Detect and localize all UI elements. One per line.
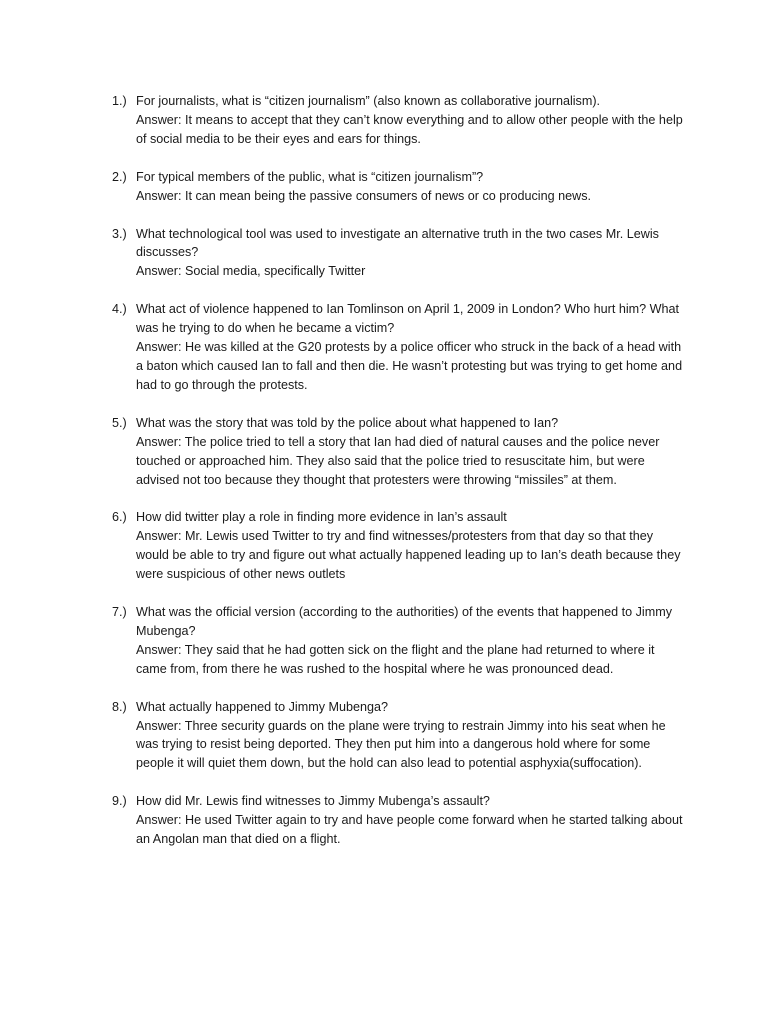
answer-text: Answer: The police tried to tell a story that Ian had died of natural causes and the police never touched or approached him. They also said that the police tried to resuscitate him, but were advised not too because they thought that protesters were throwing “missiles” at them. <box>136 434 660 487</box>
answer-text: Answer: It can mean being the passive consumers of news or co producing news. <box>136 188 592 203</box>
qa-item-4 <box>112 300 684 395</box>
question-number: 9.) <box>112 794 127 809</box>
qa-list <box>112 92 684 868</box>
question-text: What actually happened to Jimmy Mubenga? <box>136 699 389 714</box>
qa-item-2 <box>112 168 684 206</box>
answer-text: Answer: Three security guards on the plane were trying to restrain Jimmy into his seat when he was trying to resist being deported. They then put him into a dangerous hold where for some people it will quiet them down, but the hold can also lead to potential asphyxia(suffocation). <box>136 718 666 771</box>
question-text: What was the story that was told by the police about what happened to Ian? <box>136 415 559 430</box>
question-number: 2.) <box>112 169 127 184</box>
qa-item-6 <box>112 508 684 584</box>
qa-item-9 <box>112 792 684 849</box>
answer-text: Answer: Social media, specifically Twitter <box>136 264 366 279</box>
question-text: What was the official version (according to the authorities) of the events that happened to Jimmy Mubenga? <box>136 605 672 638</box>
qa-item-1 <box>112 92 684 149</box>
question-text: What technological tool was used to investigate an alternative truth in the two cases Mr. Lewis discusses? <box>136 226 659 260</box>
answer-text: Answer: He used Twitter again to try and have people come forward when he started talking about an Angolan man that died on a flight. <box>136 813 683 847</box>
question-number: 4.) <box>112 302 127 317</box>
question-number: 1.) <box>112 94 127 108</box>
answer-text: Answer: It means to accept that they can’t know everything and to allow other people with the help of social media to be their eyes and ears for things. <box>136 112 683 146</box>
question-number: 3.) <box>112 226 127 241</box>
question-text: For journalists, what is “citizen journalism” (also known as collaborative journalism). <box>136 94 601 108</box>
qa-item-8 <box>112 698 684 774</box>
answer-text: Answer: He was killed at the G20 protests by a police officer who struck in the back of a head with a baton which caused Ian to fall and then die. He wasn’t protesting but was trying to get home and had to go through the protests. <box>136 340 683 392</box>
question-text: What act of violence happened to Ian Tomlinson on April 1, 2009 in London? Who hurt him? What was he trying to do when he became a victim? <box>136 302 680 336</box>
question-number: 8.) <box>112 699 127 714</box>
question-text: How did twitter play a role in finding more evidence in Ian’s assault <box>136 510 507 525</box>
qa-item-7 <box>112 603 684 679</box>
question-number: 5.) <box>112 415 127 430</box>
answer-text: Answer: Mr. Lewis used Twitter to try and find witnesses/protesters from that day so that they would be able to try and figure out what actually happened leading up to Ian’s death because they were suspicious of other news outlets <box>136 529 681 582</box>
qa-item-5 <box>112 414 684 490</box>
qa-item-3 <box>112 225 684 282</box>
question-number: 6.) <box>112 510 127 525</box>
answer-text: Answer: They said that he had gotten sick on the flight and the plane had returned to where it came from, from there he was rushed to the hospital where he was pronounced dead. <box>136 642 655 676</box>
question-text: For typical members of the public, what is “citizen journalism”? <box>136 169 484 184</box>
question-number: 7.) <box>112 605 127 620</box>
question-text: How did Mr. Lewis find witnesses to Jimmy Mubenga’s assault? <box>136 794 490 809</box>
